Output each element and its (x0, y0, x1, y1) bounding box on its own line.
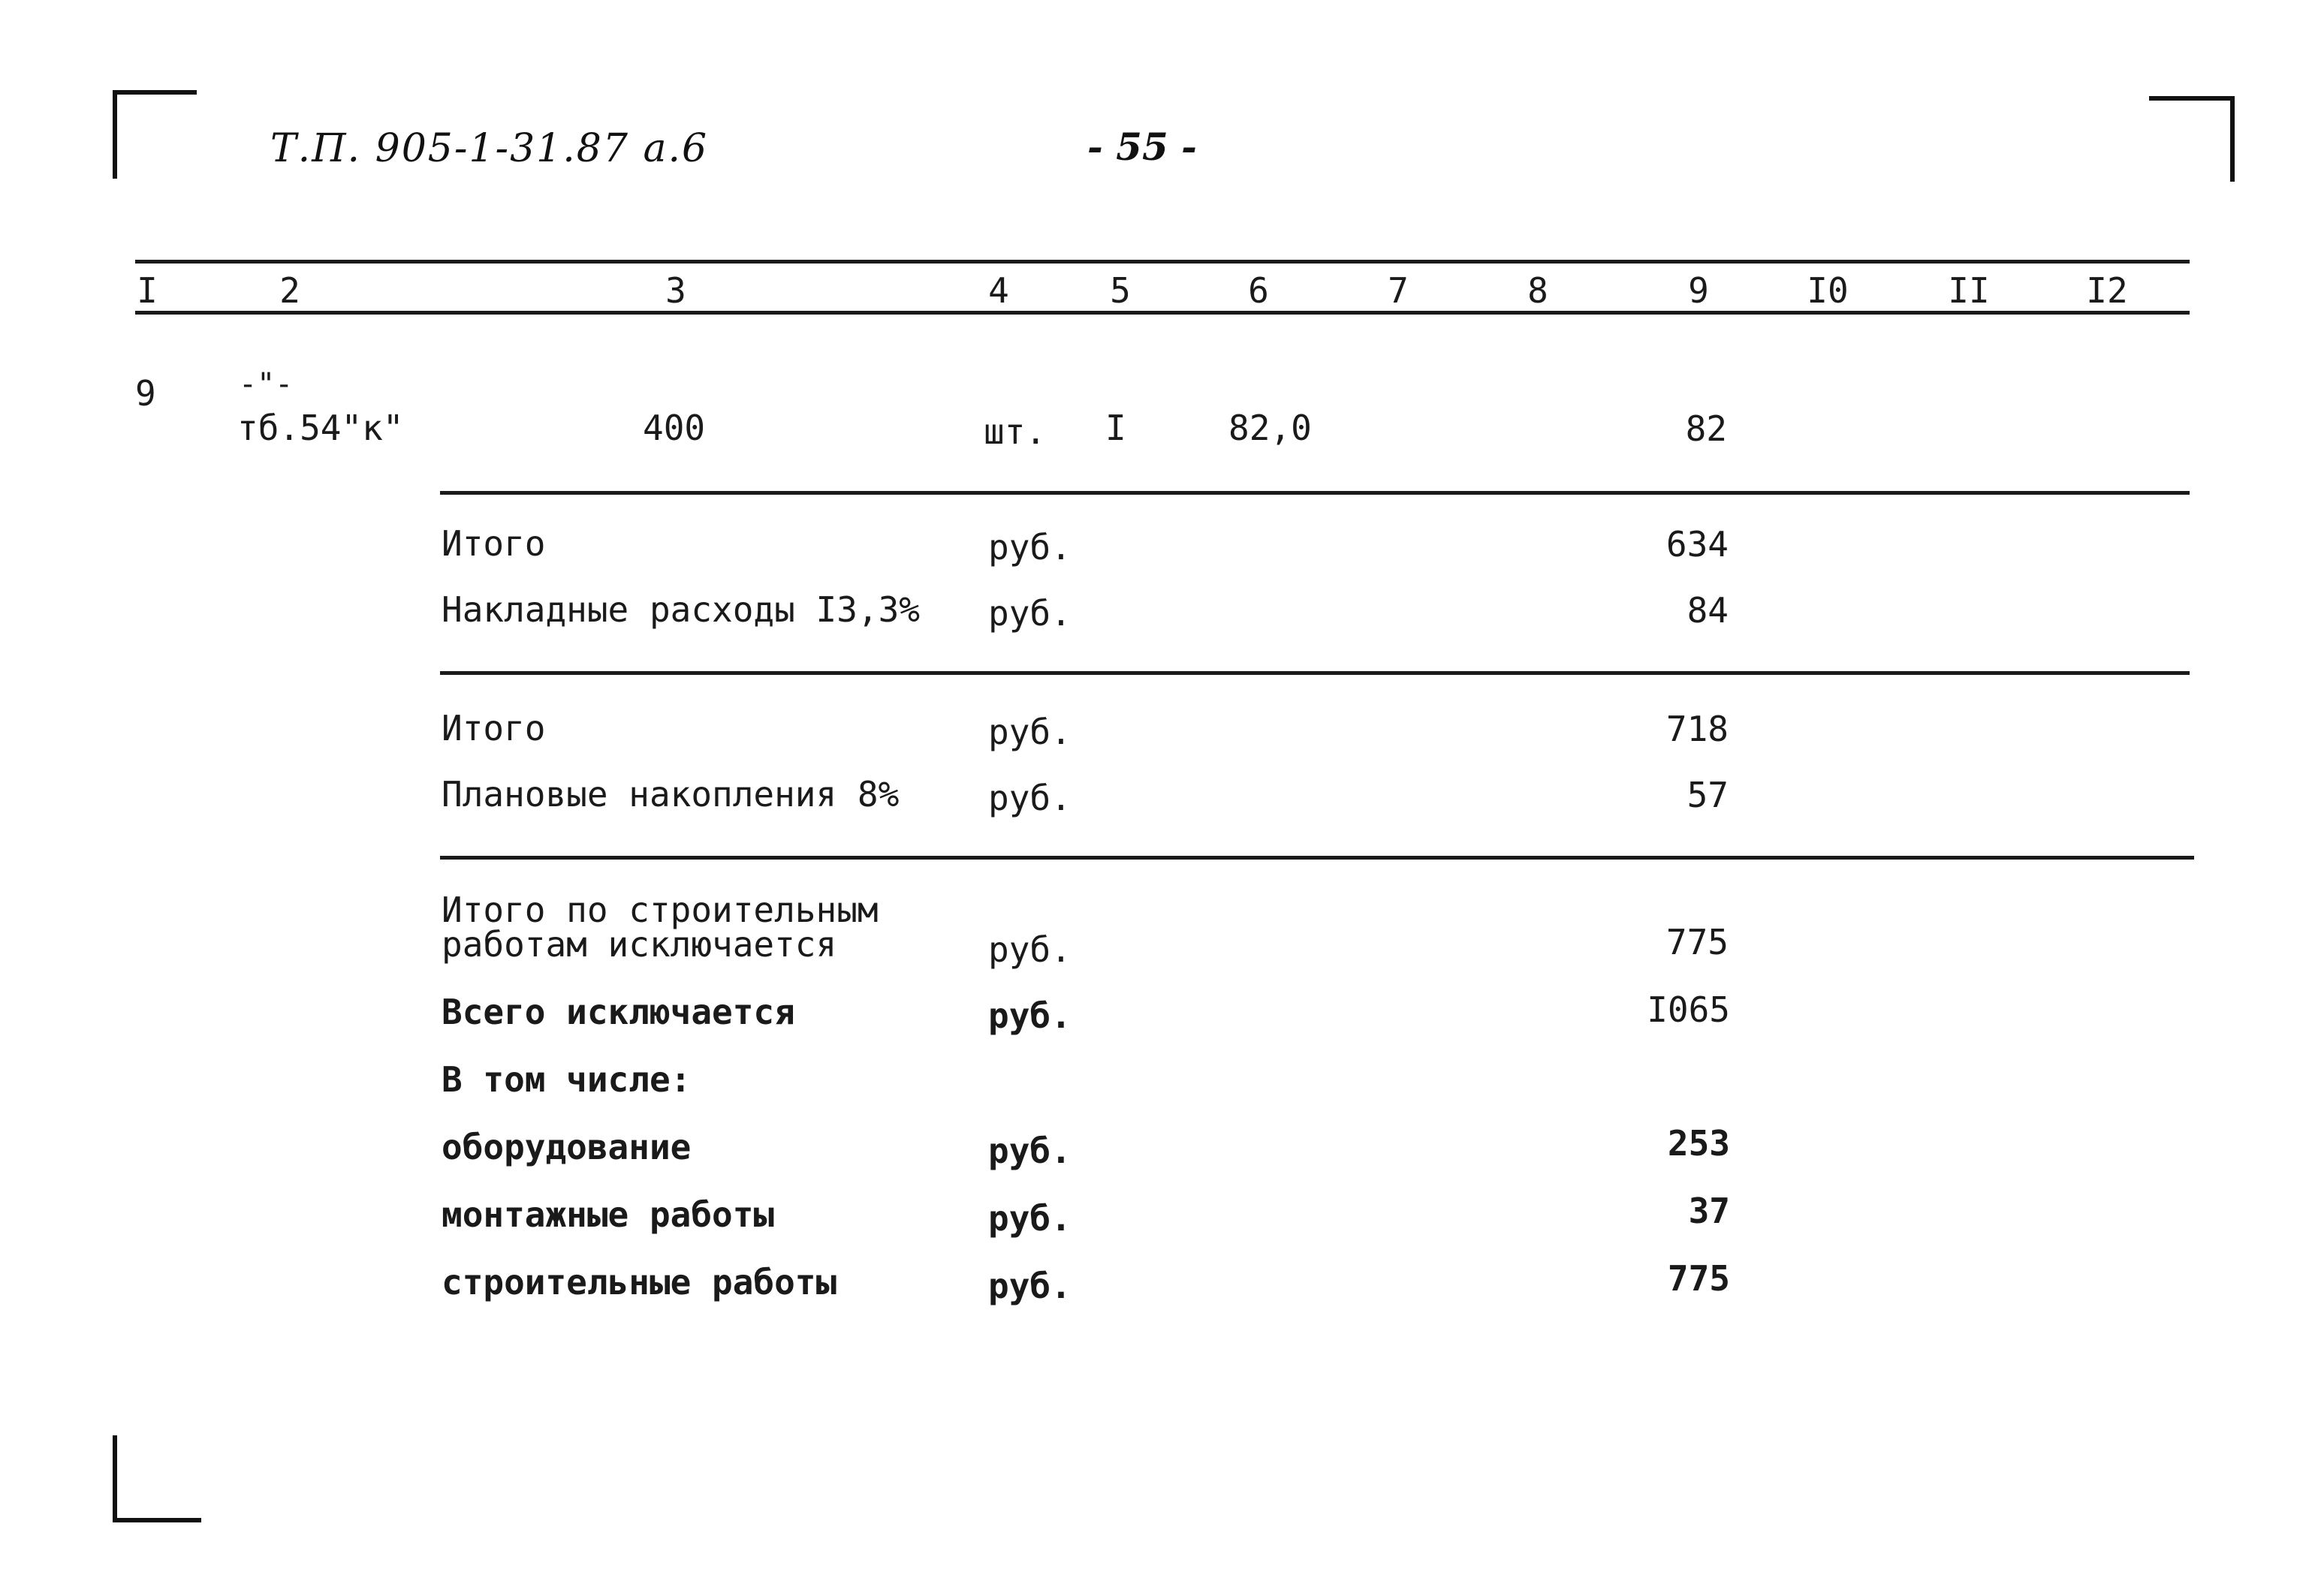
summary-label: оборудование (442, 1127, 692, 1167)
summary-section-label: В том числе: (442, 1059, 692, 1100)
subtotal-rule (440, 856, 2194, 860)
column-number: 3 (665, 270, 686, 311)
column-number: I0 (1807, 270, 1849, 311)
summary-label: Итого (442, 708, 546, 748)
table-top-rule (135, 260, 2190, 263)
summary-unit: руб. (988, 929, 1072, 970)
column-number: 7 (1388, 270, 1409, 311)
table-header-rule (135, 311, 2190, 315)
item-number: 9 (135, 373, 156, 414)
item-ditto-mark: -"- (239, 367, 294, 402)
summary-label: Итого (442, 523, 546, 564)
summary-value: 253 (1667, 1123, 1730, 1164)
summary-unit: руб. (988, 1266, 1072, 1306)
corner-bracket-top-right (2149, 96, 2235, 182)
column-number: II (1948, 270, 1990, 311)
column-number: 6 (1248, 270, 1269, 311)
summary-value: 634 (1665, 524, 1729, 565)
summary-value: 775 (1665, 922, 1729, 962)
summary-unit: руб. (988, 778, 1072, 818)
column-number: 8 (1527, 270, 1548, 311)
summary-unit: руб. (988, 712, 1072, 752)
summary-unit: руб. (988, 593, 1072, 634)
summary-label: Итого по строительным (442, 890, 879, 930)
summary-label: работам исключается (442, 924, 837, 965)
summary-unit: руб. (988, 527, 1072, 568)
summary-label: Плановые накопления 8% (442, 774, 900, 815)
page-number: - 55 - (1087, 125, 1197, 169)
item-quantity: I (1105, 408, 1126, 448)
summary-label: строительные работы (442, 1262, 837, 1302)
summary-value: 57 (1687, 775, 1729, 815)
summary-unit: руб. (988, 995, 1072, 1036)
column-number: I (137, 270, 158, 311)
summary-value: 718 (1665, 709, 1729, 749)
column-number: 4 (988, 270, 1009, 311)
corner-bracket-bottom-left (113, 1435, 201, 1522)
summary-value: 775 (1667, 1258, 1730, 1299)
corner-bracket-top-left (113, 90, 197, 179)
summary-label: монтажные работы (442, 1194, 775, 1235)
summary-value: I065 (1647, 989, 1730, 1030)
item-unit: шт. (984, 411, 1047, 452)
column-number: I2 (2086, 270, 2128, 311)
summary-unit: руб. (988, 1198, 1072, 1239)
item-reference: тб.54"к" (237, 408, 404, 448)
summary-value: 84 (1687, 590, 1729, 631)
column-number: 5 (1110, 270, 1131, 311)
subtotal-rule (440, 671, 2190, 675)
item-price: 82,0 (1228, 408, 1312, 448)
summary-value: 37 (1688, 1191, 1730, 1231)
summary-label: Накладные расходы I3,3% (442, 589, 920, 630)
summary-label: Всего исключается (442, 992, 795, 1032)
subtotal-rule (440, 491, 2190, 495)
item-name: 400 (643, 408, 706, 448)
column-number: 9 (1688, 270, 1709, 311)
summary-unit: руб. (988, 1131, 1072, 1171)
column-number: 2 (279, 270, 300, 311)
item-total: 82 (1685, 408, 1727, 449)
document-code: Т.П. 905-1-31.87 а.6 (270, 126, 709, 171)
